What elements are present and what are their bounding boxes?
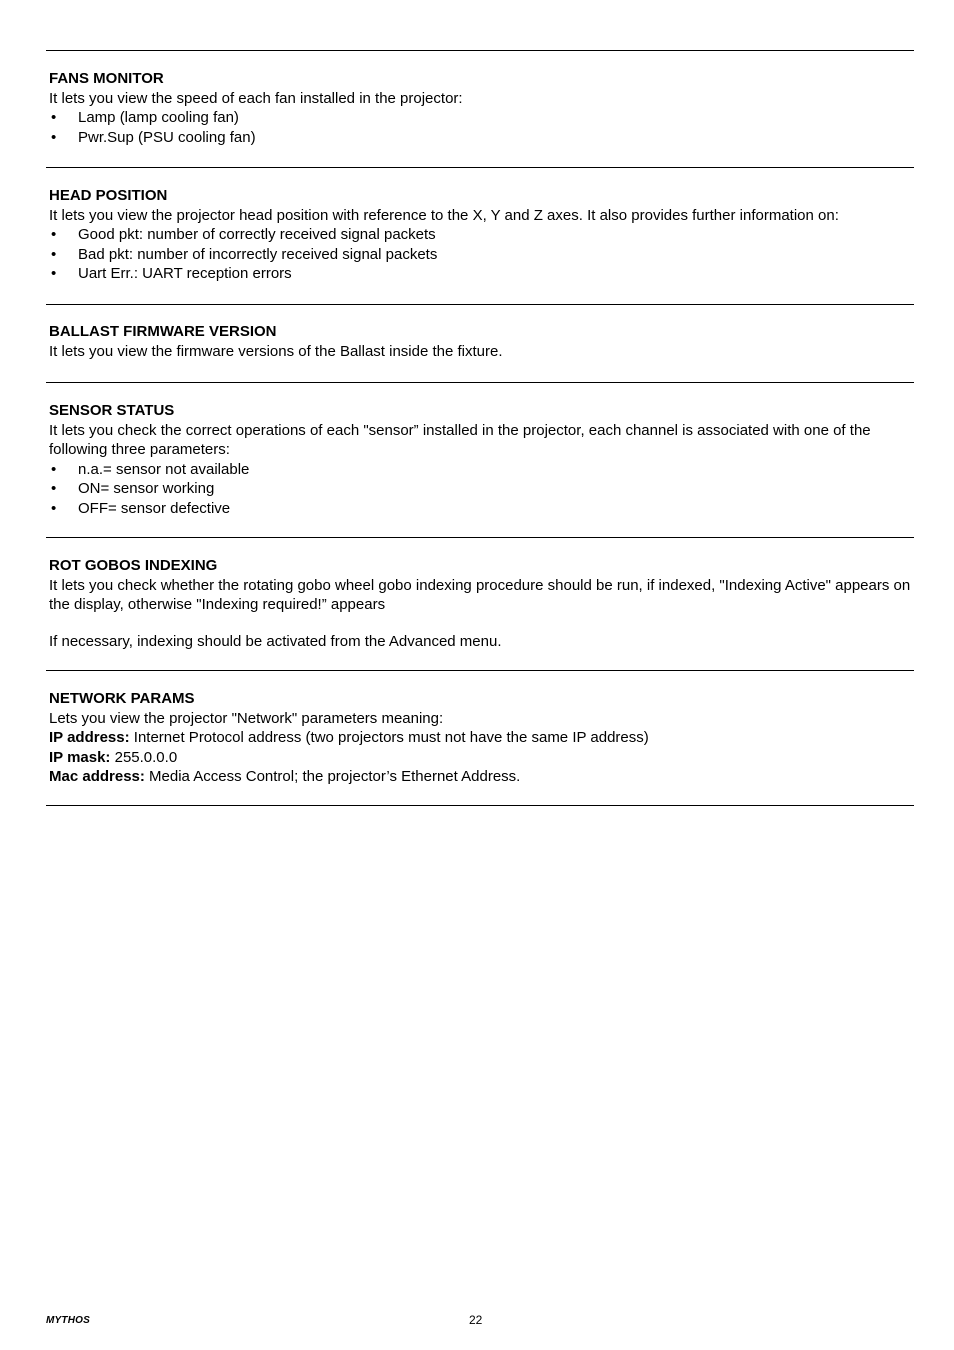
ballast-firmware-section — [49, 322, 911, 361]
list-item: • Lamp (lamp cooling fan) — [51, 109, 239, 126]
list-item: • Uart Err.: UART reception errors — [51, 265, 292, 282]
mac-address-label: Mac address: — [49, 768, 145, 785]
ip-mask-line — [49, 748, 911, 768]
sensor-status-heading: SENSOR STATUS — [49, 402, 175, 419]
bullet-icon: • — [51, 226, 57, 243]
divider — [46, 50, 914, 51]
rot-gobos-section — [49, 556, 911, 651]
bullet-icon: • — [51, 245, 57, 263]
rot-gobos-intro: It lets you check whether the rotating gobo wheel gobo indexing procedure should be run, if indexed, "Indexing Active" appears on the display, otherwise "Indexing required!” appears — [49, 576, 911, 613]
ballast-firmware-intro: It lets you view the firmware versions of the Ballast inside the fixture. — [49, 342, 503, 360]
brand-logo: MYTHOS — [46, 1315, 90, 1326]
rot-gobos-note: If necessary, indexing should be activated from the Advanced menu. — [49, 632, 502, 650]
bullet-icon: • — [51, 460, 57, 478]
divider — [46, 304, 914, 305]
head-position-intro: It lets you view the projector head position with reference to the X, Y and Z axes. It also provides further information on: — [49, 206, 839, 224]
bullet-icon: • — [51, 128, 57, 146]
list-item: • Pwr.Sup (PSU cooling fan) — [51, 128, 256, 146]
bullet-icon: • — [51, 499, 57, 517]
fans-monitor-section — [49, 69, 911, 147]
head-position-list — [49, 225, 911, 284]
network-params-heading: NETWORK PARAMS — [49, 690, 195, 707]
bullet-icon: • — [51, 265, 57, 282]
rot-gobos-heading: ROT GOBOS INDEXING — [49, 557, 218, 574]
page-number: 22 — [469, 1313, 483, 1327]
fans-monitor-list — [49, 108, 911, 147]
head-position-section — [49, 186, 911, 284]
mac-address-line — [49, 767, 911, 787]
network-params-section — [49, 689, 911, 787]
sensor-status-list — [49, 460, 911, 519]
ip-address-label: IP address: — [49, 729, 130, 746]
ip-address-line — [49, 728, 911, 748]
fans-monitor-heading: FANS MONITOR — [49, 70, 164, 87]
ballast-firmware-heading: BALLAST FIRMWARE VERSION — [49, 323, 277, 340]
ip-address-text: Internet Protocol address (two projectors must not have the same IP address) — [129, 729, 649, 746]
sensor-status-intro: It lets you check the correct operations of each "sensor” installed in the projector, each channel is associated with one of the following three parameters: — [49, 421, 871, 458]
list-item: • ON= sensor working — [51, 480, 215, 497]
list-item: • Bad pkt: number of incorrectly received signal packets — [51, 245, 438, 263]
fans-monitor-intro: It lets you view the speed of each fan installed in the projector: — [49, 89, 463, 107]
bullet-icon: • — [51, 109, 57, 126]
divider — [46, 670, 914, 671]
divider — [46, 805, 914, 806]
list-item: • Good pkt: number of correctly received signal packets — [51, 226, 436, 243]
ip-mask-text: 255.0.0.0 — [110, 748, 178, 766]
bullet-icon: • — [51, 480, 57, 497]
ip-mask-label: IP mask: — [49, 748, 111, 766]
divider — [46, 537, 914, 538]
divider — [46, 167, 914, 168]
list-item: • n.a.= sensor not available — [51, 460, 250, 478]
head-position-heading: HEAD POSITION — [49, 187, 168, 204]
network-params-intro: Lets you view the projector "Network" parameters meaning: — [49, 709, 444, 727]
list-item: • OFF= sensor defective — [51, 499, 231, 517]
divider — [46, 382, 914, 383]
sensor-status-section — [49, 401, 911, 518]
mac-address-text: Media Access Control; the projector’s Ethernet Address. — [144, 768, 521, 785]
